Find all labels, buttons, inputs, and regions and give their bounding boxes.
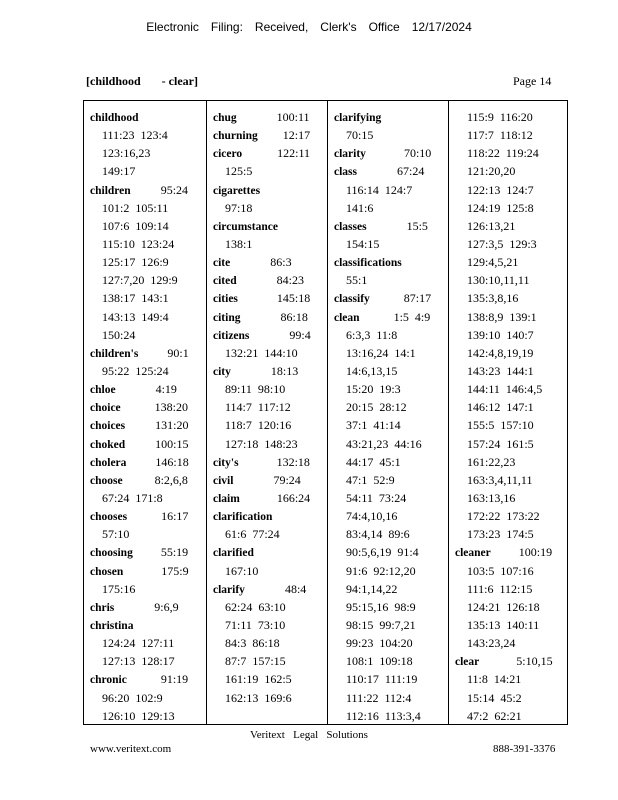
page-line-reference: 146:12 147:1 [467, 400, 534, 415]
index-term: choose [90, 474, 123, 487]
page-line-reference: 129:4,5,21 [467, 255, 519, 270]
index-term: clarified [213, 547, 254, 560]
page-line-reference: 118:7 120:16 [225, 418, 292, 433]
index-term: clean [334, 311, 360, 324]
index-term: citing [213, 311, 241, 324]
index-entry [90, 562, 206, 598]
page-line-reference: 143:23,24 [467, 636, 516, 651]
index-entry [334, 253, 449, 289]
page-line-reference: 122:11 [277, 146, 311, 161]
page-line-reference: 83:4,14 89:6 [346, 527, 410, 542]
index-entry [90, 507, 206, 543]
page-line-reference: 161:22,23 [467, 454, 516, 469]
page-line-reference: 107:6 109:14 [102, 218, 169, 233]
footer-website: www.veritext.com [90, 743, 172, 755]
entry-heading-line [213, 362, 328, 380]
entry-heading-line [213, 453, 328, 471]
page-line-reference: 110:17 111:19 [346, 672, 418, 687]
entry-heading-line [90, 181, 206, 199]
page-line-reference: 143:23 144:1 [467, 363, 534, 378]
index-term: choosing [90, 547, 133, 560]
footer-company: Veritext Legal Solutions [250, 729, 368, 741]
page-line-reference: 8:2,6,8 [154, 472, 188, 487]
entry-heading-line [90, 543, 206, 561]
page-line-reference: 91:19 [160, 672, 189, 687]
page-line-reference: 122:13 124:7 [467, 182, 534, 197]
page-line-reference: 15:14 45:2 [467, 690, 522, 705]
page-line-reference: 145:18 [276, 291, 311, 306]
page-line-reference: 108:1 109:18 [346, 654, 413, 669]
entry-heading-line [90, 471, 206, 489]
page-line-reference: 127:13 128:17 [102, 654, 175, 669]
page-line-reference: 115:9 116:20 [467, 110, 533, 124]
index-term: clear [455, 656, 480, 669]
page-line-reference: 124:24 127:11 [102, 636, 175, 651]
page-line-reference: 138:8,9 139:1 [467, 309, 537, 324]
entry-heading-line [90, 562, 206, 580]
index-term: class [334, 166, 357, 179]
page-line-reference: 15:20 19:3 [346, 382, 401, 397]
entry-heading-line [90, 453, 206, 471]
entry-heading-line [213, 543, 328, 561]
filing-word: Filing: [210, 20, 243, 34]
index-term: classes [334, 220, 367, 233]
page-line-reference: 154:15 [346, 236, 380, 251]
entry-heading-line [334, 308, 449, 326]
entry-heading-line [90, 398, 206, 416]
index-term: chronic [90, 674, 127, 687]
entry-heading-line [455, 543, 568, 561]
page-line-reference: 139:10 140:7 [467, 327, 534, 342]
index-term: churning [213, 130, 258, 143]
page-line-reference: 70:15 [346, 128, 374, 143]
index-column-3 [327, 101, 449, 724]
entry-heading-line [334, 253, 449, 271]
index-entry [213, 308, 328, 326]
page-line-reference: 86:18 [280, 309, 308, 324]
filing-word: Received, [254, 20, 309, 34]
index-term: cleaner [455, 547, 491, 560]
entry-heading-line [213, 126, 328, 144]
page-line-reference: 112:16 113:3,4 [346, 708, 421, 723]
page-line-reference: 79:24 [273, 472, 301, 487]
page-line-reference: 91:6 92:12,20 [346, 563, 416, 578]
index-term: citizens [213, 329, 250, 342]
page-line-reference: 173:23 174:5 [467, 527, 534, 542]
page-line-reference: 90:1 [167, 345, 189, 360]
page-line-reference: 111:6 112:15 [467, 581, 533, 596]
page-line-reference: 71:11 73:10 [225, 617, 286, 632]
filing-stamp [0, 20, 618, 34]
index-term: civil [213, 474, 234, 487]
index-term: cigarettes [213, 184, 261, 197]
filing-word: Office [368, 20, 400, 34]
index-entry [334, 308, 449, 724]
index-entry [213, 253, 328, 271]
page-line-reference: 141:6 [346, 200, 374, 215]
page-line-reference: 163:3,4,11,11 [467, 472, 533, 487]
page-line-reference: 95:15,16 98:9 [346, 599, 416, 614]
filing-word: 12/17/2024 [411, 20, 472, 34]
index-column-1 [84, 101, 206, 724]
index-entry [213, 326, 328, 362]
index-term: choice [90, 402, 121, 415]
page-line-reference: 54:11 73:24 [346, 490, 407, 505]
entry-heading-line [213, 271, 328, 289]
page-line-reference: 43:21,23 44:16 [346, 436, 422, 451]
page-line-reference: 18:13 [270, 363, 299, 378]
footer-phone: 888-391-3376 [493, 743, 556, 755]
page-line-reference: 16:17 [161, 509, 189, 524]
index-term: classifications [334, 257, 402, 270]
index-range-label: [childhood - clear] [86, 74, 198, 88]
index-entry [455, 652, 568, 724]
page-line-reference: 131:20 [155, 418, 189, 433]
entry-heading-line [213, 217, 328, 235]
index-term: choked [90, 438, 126, 451]
index-entry [90, 416, 206, 434]
index-entry [213, 289, 328, 307]
entry-heading-line [213, 471, 328, 489]
index-entry [90, 435, 206, 453]
entry-heading-line [90, 670, 206, 688]
filing-word: Electronic [146, 20, 199, 34]
page-line-reference: 96:20 102:9 [102, 690, 163, 705]
page-line-reference: 95:22 125:24 [102, 363, 169, 378]
index-term: children [90, 184, 131, 197]
entry-heading-line [213, 507, 328, 525]
index-term: cities [213, 293, 238, 306]
index-term: chris [90, 601, 115, 614]
page-line-reference: 146:18 [155, 454, 189, 469]
entry-heading-line [213, 580, 328, 598]
index-term: cholera [90, 456, 127, 469]
page-line-reference: 11:8 14:21 [467, 672, 522, 687]
page-line-reference: 142:4,8,19,19 [467, 345, 534, 360]
page-line-reference: 127:18 148:23 [225, 436, 298, 451]
page-number-label: Page 14 [513, 74, 552, 88]
entry-heading-line [334, 108, 449, 126]
index-entry [90, 543, 206, 561]
page-line-reference: 97:18 [225, 200, 253, 215]
index-entry [90, 670, 206, 724]
page-line-reference: 175:9 [161, 563, 189, 578]
index-term: cited [213, 275, 237, 288]
page-line-reference: 125:5 [225, 164, 253, 179]
page-line-reference: 100:11 [276, 110, 310, 124]
entry-heading-line [90, 616, 206, 634]
index-term: circumstance [213, 220, 278, 233]
page-line-reference: 67:24 171:8 [102, 490, 163, 505]
page-line-reference: 98:15 99:7,21 [346, 617, 416, 632]
entry-heading-line [455, 652, 568, 670]
entry-heading-line [213, 326, 328, 344]
page-line-reference: 138:20 [154, 400, 188, 415]
entry-heading-line [213, 108, 328, 126]
page-line-reference: 6:3,3 11:8 [346, 327, 398, 342]
page-line-reference: 127:7,20 129:9 [102, 273, 178, 288]
page-line-reference: 9:6,9 [154, 599, 179, 614]
page-line-reference: 100:15 [155, 436, 189, 451]
page-line-reference: 161:19 162:5 [225, 672, 292, 687]
entry-heading-line [90, 507, 206, 525]
page-line-reference: 90:5,6,19 91:4 [346, 545, 419, 560]
index-entry [90, 181, 206, 344]
index-entry [455, 108, 568, 543]
index-term: cite [213, 257, 231, 270]
index-entry [213, 217, 328, 253]
page-line-reference: 84:3 86:18 [225, 636, 280, 651]
index-column-2 [206, 101, 328, 724]
page-line-reference: 47:2 62:21 [467, 708, 522, 723]
page-line-reference: 138:1 [225, 236, 253, 251]
index-term: childhood [90, 112, 139, 124]
page-line-reference: 103:5 107:16 [467, 563, 534, 578]
page-line-reference: 62:24 63:10 [225, 599, 286, 614]
page-line-reference: 135:3,8,16 [467, 291, 519, 306]
index-term: chug [213, 112, 237, 124]
entry-heading-line [90, 108, 206, 126]
page-line-reference: 89:11 98:10 [225, 382, 286, 397]
page-line-reference: 20:15 28:12 [346, 400, 407, 415]
page-line-reference: 172:22 173:22 [467, 509, 540, 524]
page-line-reference: 57:10 [102, 527, 130, 542]
page-line-reference: 162:13 169:6 [225, 690, 292, 705]
page-line-reference: 115:10 123:24 [102, 236, 175, 251]
page-line-reference: 166:24 [276, 490, 311, 505]
page-line-reference: 157:24 161:5 [467, 436, 534, 451]
index-term: city [213, 365, 231, 378]
index-term: chosen [90, 565, 124, 578]
index-term: choices [90, 420, 126, 433]
page-line-reference: 87:17 [403, 291, 432, 306]
index-entry [334, 289, 449, 307]
page-line-reference: 86:3 [270, 255, 292, 270]
page-line-reference: 124:21 126:18 [467, 599, 540, 614]
page-line-reference: 121:20,20 [467, 164, 516, 179]
index-term: clarification [213, 511, 273, 524]
index-entry [90, 616, 206, 670]
index-term: chloe [90, 384, 116, 397]
page-line-reference: 123:16,23 [102, 146, 151, 161]
page-line-reference: 126:10 129:13 [102, 708, 175, 723]
page-line-reference: 37:1 41:14 [346, 418, 401, 433]
index-term: clarity [334, 148, 366, 161]
page-line-reference: 5:10,15 [516, 654, 553, 669]
index-entry [213, 271, 328, 289]
index-term: classify [334, 293, 370, 306]
index-entry [213, 362, 328, 453]
index-entry [213, 507, 328, 543]
entry-heading-line [90, 435, 206, 453]
page-line-reference: 99:23 104:20 [346, 636, 413, 651]
page-line-reference: 100:19 [518, 545, 553, 560]
page-line-reference: 150:24 [102, 327, 136, 342]
index-entry [213, 126, 328, 144]
index-entry [90, 453, 206, 471]
page-line-reference: 47:1 52:9 [346, 472, 395, 487]
page-line-reference: 70:10 [403, 146, 432, 161]
page-line-reference: 125:17 126:9 [102, 255, 169, 270]
page-line-reference: 124:19 125:8 [467, 200, 534, 215]
entry-heading-line [90, 598, 206, 616]
page-line-reference: 126:13,21 [467, 218, 516, 233]
page-line-reference: 84:23 [276, 273, 304, 288]
index-entry [90, 380, 206, 398]
page-line-reference: 14:6,13,15 [346, 363, 398, 378]
index-entry [90, 398, 206, 416]
page-line-reference: 87:7 157:15 [225, 654, 286, 669]
index-entry [213, 471, 328, 489]
page-line-reference: 67:24 [397, 164, 425, 179]
index-entry [90, 471, 206, 507]
page-line-reference: 114:7 117:12 [225, 400, 291, 415]
page-line-reference: 111:22 112:4 [346, 690, 412, 705]
index-term: chooses [90, 511, 128, 524]
page-line-reference: 130:10,11,11 [467, 273, 530, 288]
index-column-4 [448, 101, 568, 724]
index-entry [213, 489, 328, 507]
page-line-reference: 74:4,10,16 [346, 509, 398, 524]
entry-heading-line [213, 289, 328, 307]
entry-heading-line [334, 289, 449, 307]
page-line-reference: 144:11 146:4,5 [467, 382, 543, 397]
index-entry [213, 144, 328, 180]
page-line-reference: 12:17 [282, 128, 311, 143]
page-line-reference: 99:4 [289, 327, 311, 342]
page-line-reference: 132:18 [276, 454, 310, 469]
entry-heading-line [90, 344, 206, 362]
page-line-reference: 175:16 [102, 581, 136, 596]
page-line-reference: 138:17 143:1 [102, 291, 169, 306]
page-line-reference: 155:5 157:10 [467, 418, 534, 433]
index-entry [334, 108, 449, 144]
index-entry [334, 217, 449, 253]
page-line-reference: 118:22 119:24 [467, 146, 539, 161]
index-term: clarify [213, 583, 245, 596]
index-entry [90, 344, 206, 380]
index-term: city's [213, 456, 239, 469]
index-term: clarifying [334, 112, 382, 124]
index-entry [213, 543, 328, 579]
page-line-reference: 116:14 124:7 [346, 182, 413, 197]
page-line-reference: 44:17 45:1 [346, 454, 401, 469]
page-line-reference: 55:1 [346, 273, 368, 288]
page-line-reference: 55:19 [160, 545, 189, 560]
index-term: christina [90, 619, 134, 632]
entry-heading-line [213, 489, 328, 507]
page-line-reference: 48:4 [284, 581, 307, 596]
page-line-reference: 149:17 [102, 164, 136, 179]
entry-heading-line [213, 144, 328, 162]
page-line-reference: 61:6 77:24 [225, 527, 280, 542]
index-entry [213, 181, 328, 217]
entry-heading-line [334, 144, 449, 162]
index-entry [455, 543, 568, 652]
entry-heading-line [213, 308, 328, 326]
filing-word: Clerk's [320, 20, 357, 34]
index-entry [334, 162, 449, 216]
word-index-table [83, 100, 568, 725]
page-line-reference: 127:3,5 129:3 [467, 236, 537, 251]
page-line-reference: 101:2 105:11 [102, 200, 169, 215]
page-line-reference: 163:13,16 [467, 490, 516, 505]
index-entry [213, 453, 328, 471]
page-line-reference: 13:16,24 14:1 [346, 345, 416, 360]
index-entry [213, 108, 328, 126]
entry-heading-line [90, 380, 206, 398]
page-line-reference: 1:5 4:9 [393, 309, 431, 324]
index-entry [90, 108, 206, 181]
page-line-reference: 132:21 144:10 [225, 345, 298, 360]
page-line-reference: 117:7 118:12 [467, 128, 533, 143]
entry-heading-line [334, 162, 449, 180]
index-entry [213, 580, 328, 707]
page-line-reference: 135:13 140:11 [467, 617, 540, 632]
page-line-reference: 143:13 149:4 [102, 309, 169, 324]
page-line-reference: 167:10 [225, 563, 259, 578]
index-term: children's [90, 347, 139, 360]
entry-heading-line [213, 253, 328, 271]
index-entry [334, 144, 449, 162]
page-line-reference: 94:1,14,22 [346, 581, 398, 596]
entry-heading-line [90, 416, 206, 434]
page-line-reference: 95:24 [160, 182, 189, 197]
index-term: claim [213, 492, 240, 505]
page-line-reference: 15:5 [406, 218, 428, 233]
index-entry [90, 598, 206, 616]
entry-heading-line [213, 181, 328, 199]
page-line-reference: 111:23 123:4 [102, 128, 168, 143]
index-term: cicero [213, 148, 243, 161]
page-line-reference: 4:19 [155, 382, 177, 397]
entry-heading-line [334, 217, 449, 235]
